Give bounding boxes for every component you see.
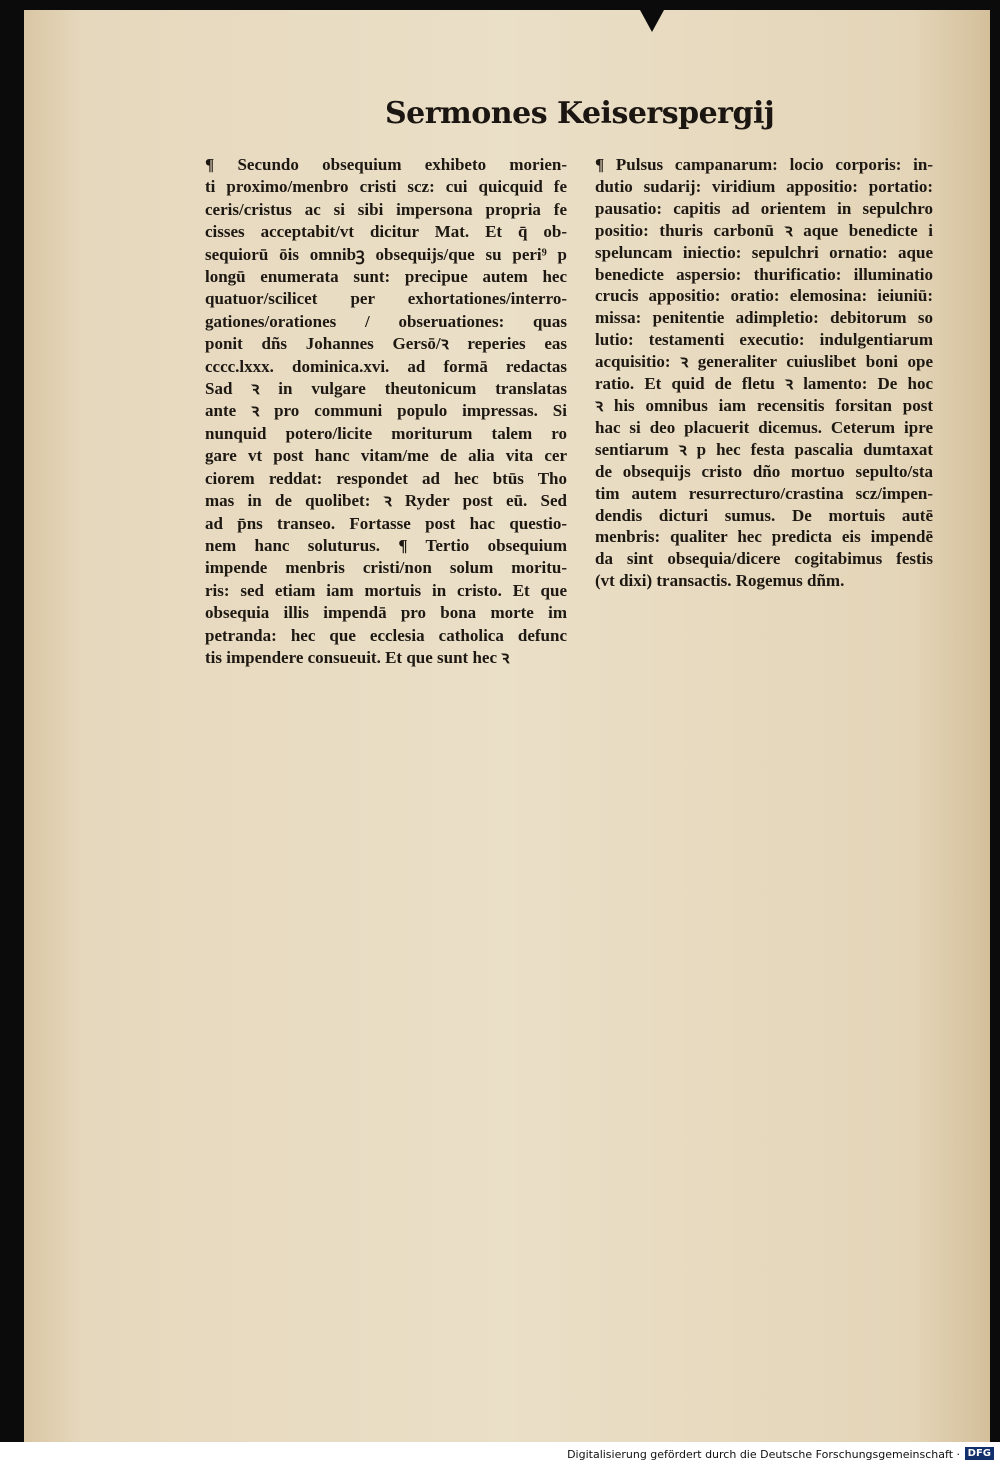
text-line: Sad ꝛ in vulgare theutonicum translatas (205, 379, 567, 399)
text-line: sequiorū ōis omnibꝫ obsequijs/que su peri⁹ p (205, 244, 567, 264)
text-line: obsequia illis impendā pro bona morte im (205, 603, 567, 623)
text-line: ante ꝛ pro communi populo impressas. Si (205, 401, 567, 421)
text-line: cccc.lxxx. dominica.xvi. ad formā redactas (205, 356, 567, 376)
text-line: crucis appositio: oratio: elemosina: ieiuniū: (595, 286, 933, 306)
page-notch (640, 10, 664, 32)
text-line: ¶ Secundo obsequium exhibeto morien- (205, 155, 567, 174)
text-line: menbris: qualiter hec predicta eis impendē (595, 527, 933, 547)
dfg-logo: DFG (965, 1447, 994, 1460)
funding-note: Digitalisierung gefördert durch die Deutsche Forschungsgemeinschaft · (567, 1448, 960, 1461)
text-line: quatuor/scilicet per exhortationes/interro- (205, 289, 567, 309)
left-text-column (205, 154, 567, 669)
text-line: petranda: hec que ecclesia catholica defunc (205, 625, 567, 645)
text-line: dutio sudarij: viridium appositio: portatio: (595, 176, 933, 196)
text-line: sentiarum ꝛ p hec festa pascalia dumtaxat (595, 439, 933, 459)
running-title: Sermones Keiserspergij (385, 96, 775, 131)
text-line: speluncam iniectio: sepulchri ornatio: aque (595, 242, 933, 262)
text-line: ti proximo/menbro cristi scz: cui quicquid fe (205, 177, 567, 197)
text-line: positio: thuris carbonū ꝛ aque benedicte i (595, 220, 933, 240)
text-line: ris: sed etiam iam mortuis in cristo. Et que (205, 580, 567, 600)
text-line: ꝛ his omnibus iam recensitis forsitan post (595, 395, 933, 415)
text-line: ad p̄ns transeo. Fortasse post hac questio- (205, 513, 567, 533)
text-line: ceris/cristus ac si sibi impersona propria fe (205, 199, 567, 219)
text-line: ciorem reddat: respondet ad hec btūs Tho (205, 468, 567, 488)
text-line: missa: penitentie adimpletio: debitorum so (595, 308, 933, 328)
text-line: benedicte aspersio: thurificatio: illuminatio (595, 264, 933, 284)
text-line: cisses acceptabit/vt dicitur Mat. Et q̄ ob- (205, 222, 567, 242)
text-line: hac si deo placuerit dicemus. Ceterum ipre (595, 417, 933, 437)
text-line: nunquid potero/licite moriturum talem ro (205, 423, 567, 443)
text-line: gare vt post hanc vitam/me de alia vita cer (205, 446, 567, 466)
text-line: mas in de quolibet: ꝛ Ryder post eū. Sed (205, 491, 567, 511)
text-line: impende menbris cristi/non solum moritu- (205, 558, 567, 578)
text-line: ¶ Pulsus campanarum: locio corporis: in- (595, 155, 933, 174)
text-line: ponit dñs Johannes Gersō/ꝛ reperies eas (205, 334, 567, 354)
text-line: dendis dicturi sumus. De mortuis autē (595, 505, 933, 525)
text-line: tis impendere consueuit. Et que sunt hec ꝛ (205, 647, 510, 667)
text-line: lutio: testamenti executio: indulgentiarum (595, 330, 933, 350)
right-text-column (595, 154, 933, 592)
text-line: acquisitio: ꝛ generaliter cuiuslibet boni ope (595, 352, 933, 372)
text-line: da sint obsequia/dicere cogitabimus festis (595, 549, 933, 569)
text-line: nem hanc soluturus. ¶ Tertio obsequium (205, 535, 567, 555)
text-line: gationes/orationes / obseruationes: quas (205, 311, 567, 331)
text-line: ratio. Et quid de fletu ꝛ lamento: De hoc (595, 374, 933, 394)
text-line: longū enumerata sunt: precipue autem hec (205, 267, 567, 287)
text-line: de obsequijs cristo dño mortuo sepulto/sta (595, 461, 933, 481)
text-line: pausatio: capitis ad orientem in sepulchro (595, 198, 933, 218)
text-line: (vt dixi) transactis. Rogemus dñm. (595, 571, 845, 591)
text-line: tim autem resurrecturo/crastina scz/impen- (595, 483, 933, 503)
